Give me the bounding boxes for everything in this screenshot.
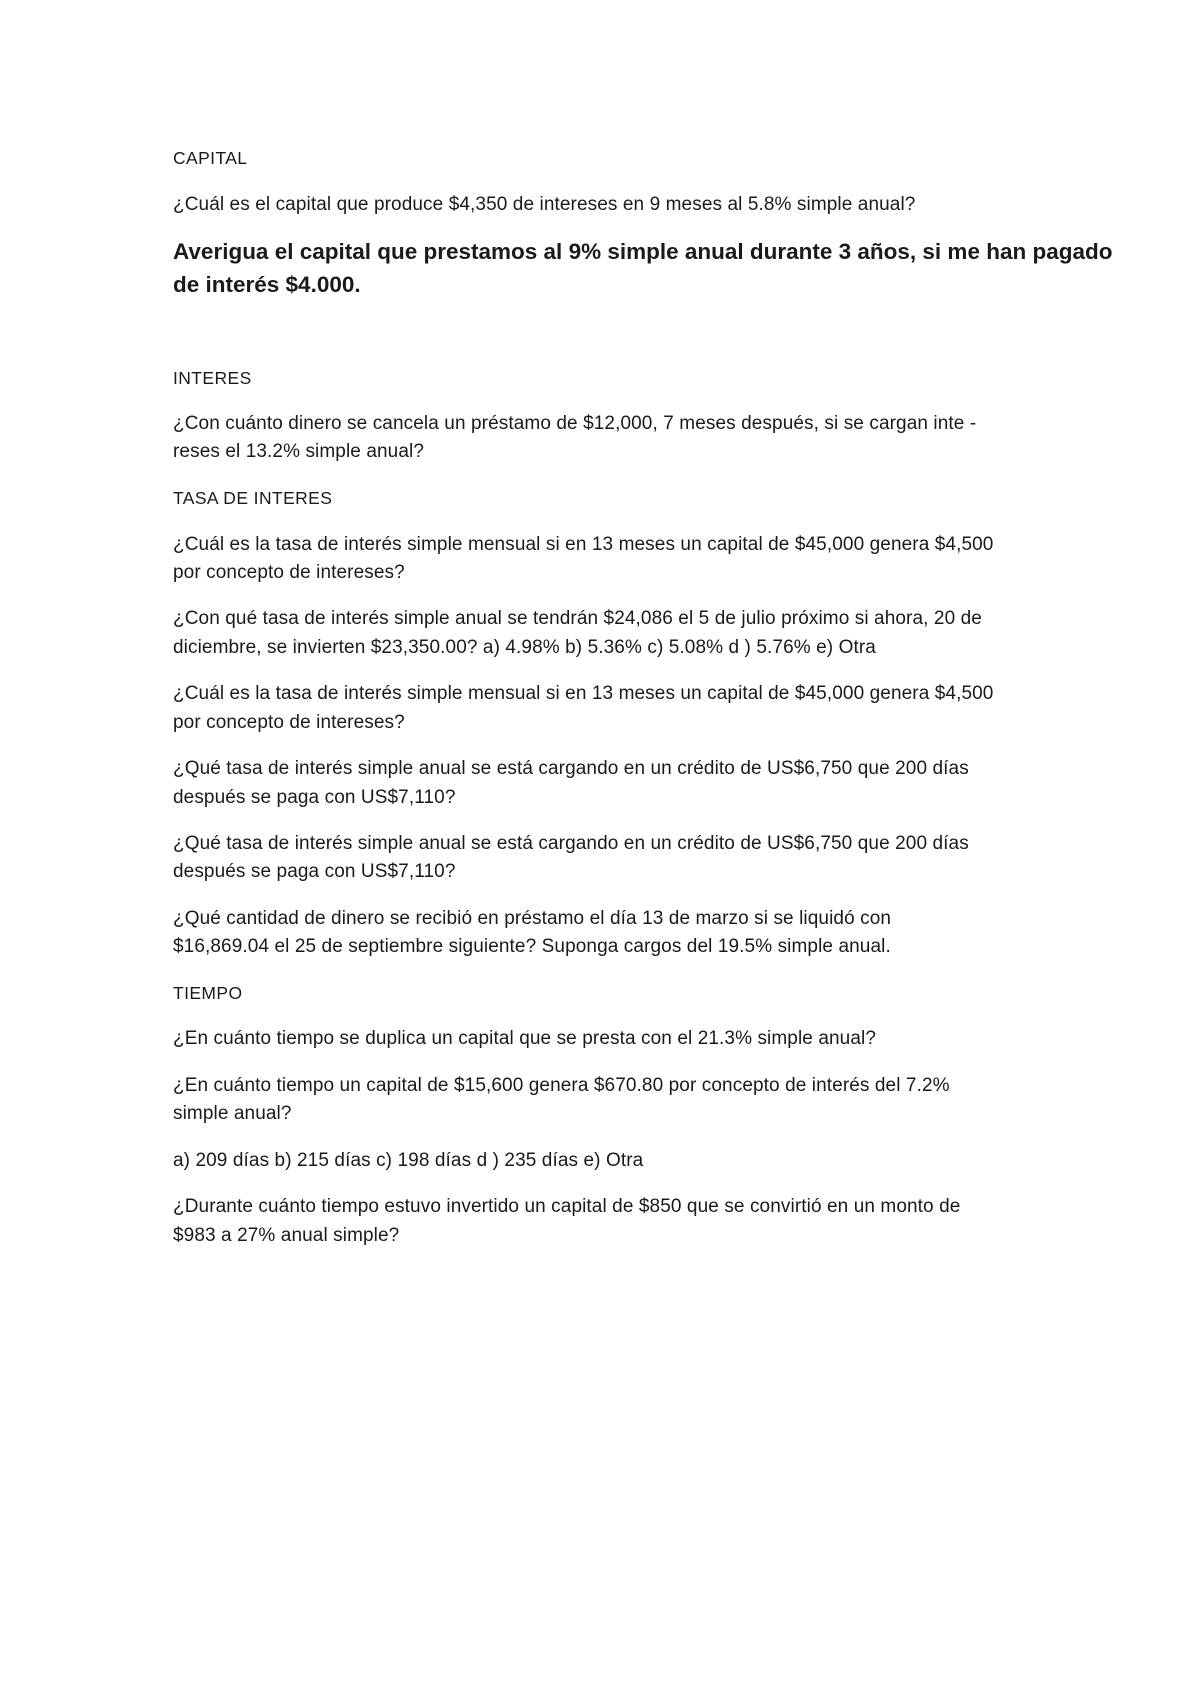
question-line: reses el 13.2% simple anual? [173, 441, 424, 462]
question-line: ¿En cuánto tiempo se duplica un capital que se presta con el 21.3% simple anual? [173, 1028, 876, 1049]
section-heading-tasa-de-interes: TASA DE INTERES [173, 488, 333, 508]
question-line: después se paga con US$7,110? [173, 787, 456, 808]
question-line: ¿Cuál es la tasa de interés simple mensual si en 13 meses un capital de $45,000 genera $4,500 [173, 534, 994, 555]
question-line: ¿En cuánto tiempo un capital de $15,600 genera $670.80 por concepto de interés del 7.2% [173, 1075, 950, 1096]
question-line: ¿Cuál es la tasa de interés simple mensual si en 13 meses un capital de $45,000 genera $4,500 [173, 683, 994, 704]
question-line: $983 a 27% anual simple? [173, 1225, 400, 1246]
question-line: ¿Qué tasa de interés simple anual se está cargando en un crédito de US$6,750 que 200 días [173, 833, 969, 854]
question-line: ¿Qué tasa de interés simple anual se está cargando en un crédito de US$6,750 que 200 días [173, 758, 969, 779]
answer-options-line: a) 209 días b) 215 días c) 198 días d ) 235 días e) Otra [173, 1150, 644, 1171]
question-line: ¿Qué cantidad de dinero se recibió en préstamo el día 13 de marzo si se liquidó con [173, 908, 892, 929]
question-line: ¿Durante cuánto tiempo estuvo invertido un capital de $850 que se convirtió en un monto de [173, 1196, 961, 1217]
question-line: por concepto de intereses? [173, 712, 405, 733]
question-line: $16,869.04 el 25 de septiembre siguiente? Suponga cargos del 19.5% simple anual. [173, 936, 891, 957]
question-line: por concepto de intereses? [173, 562, 405, 583]
section-heading-tiempo: TIEMPO [173, 983, 243, 1003]
question-line: ¿Con cuánto dinero se cancela un préstamo de $12,000, 7 meses después, si se cargan inte - [173, 413, 977, 434]
section-heading-interes: INTERES [173, 368, 252, 388]
emphasis-question-line: de interés $4.000. [173, 272, 361, 297]
section-heading-capital: CAPITAL [173, 148, 248, 168]
question-line: después se paga con US$7,110? [173, 861, 456, 882]
question-line: simple anual? [173, 1103, 292, 1124]
question-line: ¿Con qué tasa de interés simple anual se tendrán $24,086 el 5 de julio próximo si ahora, 20 de [173, 608, 982, 629]
emphasis-question-line: Averigua el capital que prestamos al 9% simple anual durante 3 años, si me han pagado [173, 239, 1113, 264]
question-line: ¿Cuál es el capital que produce $4,350 de intereses en 9 meses al 5.8% simple anual? [173, 194, 916, 215]
question-line: diciembre, se invierten $23,350.00? a) 4.98% b) 5.36% c) 5.08% d ) 5.76% e) Otra [173, 637, 876, 658]
